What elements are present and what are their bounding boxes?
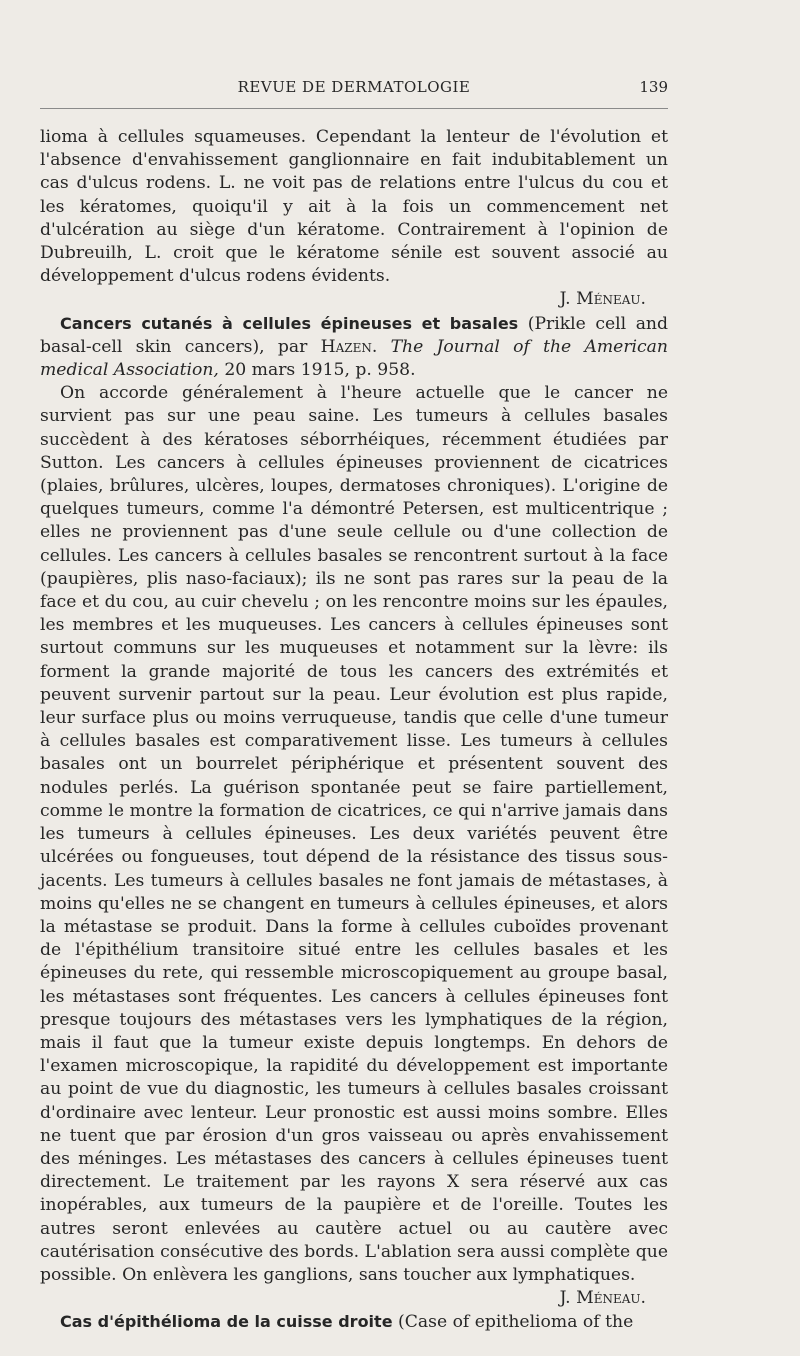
article-2-title (40, 312, 668, 383)
article-2-author: Hazen. (320, 336, 378, 357)
signature-2-initial: J. (559, 1288, 571, 1309)
article-3-heading: Cas d'épithélioma de la cuisse droite (60, 1312, 393, 1332)
article-2-body: On accorde généralement à l'heure actuelle que le cancer ne survient pas sur une peau saine. Les tumeurs à cellules basales succèdent à des kératoses séborrhéiques, récemment étudiées par Sutton. Les cancers à cellules épineuses proviennent de cicatrices (plaies, brûlures, ulcères, loupes, dermatoses chroniques). L'origine de quelques tumeurs, comme l'a démontré Petersen, est multicentrique ; elles ne proviennent pas d'une seule cellule ou d'une collection de cellules. Les cancers à cellules basales se rencontrent surtout à la face (paupières, plis naso-faciaux); ils ne sont pas rares sur la peau de la face et du cou, au cuir chevelu ; on les rencontre moins sur les épaules, les membres et les muqueuses. Les cancers à cellules épineuses sont surtout communs sur les muqueuses et notamment sur la lèvre: ils forment la grande majorité de tous les cancers des extrémités et peuvent survenir partout sur la peau. Leur évolution est plus rapide, leur surface plus ou moins verruqueuse, tandis que celle d'une tumeur à cellules basales est comparativement lisse. Les tumeurs à cellules basales ont un bourrelet périphérique et présentent souvent des nodules perlés. La guérison spontanée peut se faire partiellement, comme le montre la formation de cicatrices, ce qui n'arrive jamais dans les tumeurs à cellules épineuses. Les deux variétés peuvent être ulcérées ou fongueuses, tout dépend de la résistance des tissus sous-jacents. Les tumeurs à cellules basales ne font jamais de métastases, à moins qu'elles ne se changent en tumeurs à cellules épineuses, et alors la métastase se produit. Dans la forme à cellules cuboïdes provenant de l'épithélium transitoire situé entre les cellules basales et les épineuses du rete, qui ressemble microscopiquement au groupe basal, les métastases sont fréquentes. Les cancers à cellules épineuses font presque toujours des métastases vers les lymphatiques de la région, mais il faut que la tumeur existe depuis longtemps. En dehors de l'examen microscopique, la rapidité du développement est importante au point de vue du diagnostic, les tumeurs à cellules basales croissant d'ordinaire avec lenteur. Leur pronostic est aussi moins sombre. Elles ne tuent que par érosion d'un gros vaisseau ou après envahissement des méninges. Les métastases des cancers à cellules épineuses tuent directement. Le traitement par les rayons X sera réservé aux cas inopérables, aux tumeurs de la paupière et de l'oreille. Toutes les autres seront enlevées au cautère actuel ou au cautère avec cautérisation consécutive des bords. L'ablation sera aussi complète que possible. On enlèvera les ganglions, sans toucher aux lymphatiques. (40, 383, 668, 1285)
signature-2 (40, 1287, 668, 1310)
article-2-date: 20 mars 1915, p. 958. (224, 360, 416, 381)
signature-2-name: Méneau. (576, 1288, 646, 1309)
signature-1-initial: J. (559, 289, 571, 310)
header-rule (40, 108, 668, 109)
article-2-heading: Cancers cutanés à cellules épineuses et basales (60, 313, 519, 333)
article-2-journal: The Journal of the American medical Association, (40, 336, 668, 381)
article-3-ref: (Case of epithelioma of the (398, 1312, 634, 1333)
article-3-title (40, 1310, 668, 1334)
journal-title: REVUE DE DERMATOLOGIE (237, 78, 471, 96)
article-2-ref: (Prikle cell and basal-cell skin cancers), par (40, 313, 669, 357)
signature-1 (40, 288, 668, 311)
signature-1-name: Méneau. (576, 289, 646, 310)
text-column (40, 126, 668, 1335)
page-number: 139 (639, 78, 668, 96)
running-header (40, 72, 668, 102)
continued-paragraph: lioma à cellules squameuses. Cependant la lenteur de l'évolution et l'absence d'envahissement ganglionnaire en fait indubitablement un cas d'ulcus rodens. L. ne voit pas de relations entre l'ulcus du cou et les kératomes, quoiqu'il y ait à la fois un commencement net d'ulcération au siège d'un kératome. Contrairement à l'opinion de Dubreuilh, L. croit que le kératome sénile est souvent associé au développement d'ulcus rodens évidents. (40, 127, 668, 287)
